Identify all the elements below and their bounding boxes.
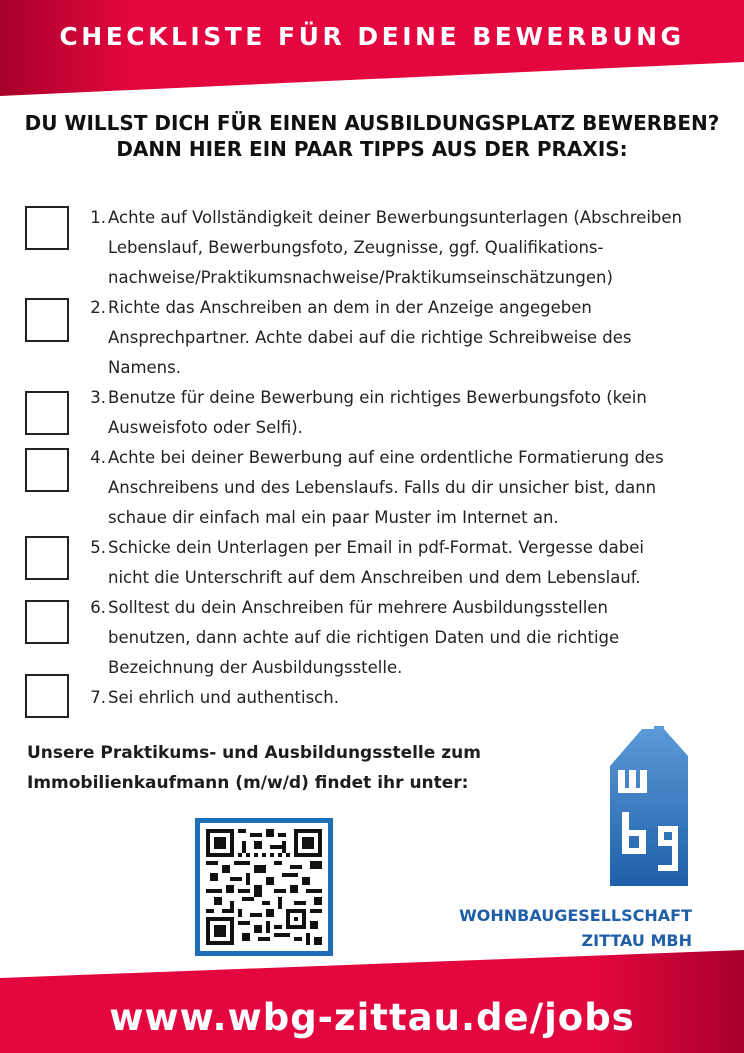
wbg-house-logo-icon bbox=[600, 726, 695, 891]
qr-code-icon bbox=[206, 829, 322, 945]
header-title: CHECKLISTE FÜR DEINE BEWERBUNG bbox=[59, 22, 685, 51]
item-line: Solltest du dein Anschreiben für mehrere Ausbildungsstellen bbox=[108, 598, 608, 617]
checkbox-5[interactable] bbox=[25, 536, 69, 580]
item-line: Ausweisfoto oder Selfi). bbox=[108, 418, 303, 437]
item-line: nicht die Unterschrift auf dem Anschreiben und dem Lebenslauf. bbox=[108, 568, 641, 587]
headline bbox=[0, 110, 744, 162]
checkbox-6[interactable] bbox=[25, 600, 69, 644]
item-line: Bezeichnung der Ausbildungsstelle. bbox=[108, 658, 403, 677]
item-line: Ansprechpartner. Achte dabei auf die richtige Schreibweise des bbox=[108, 328, 632, 347]
item-line: Schicke dein Unterlagen per Email in pdf-Format. Vergesse dabei bbox=[108, 538, 644, 557]
checkbox-1[interactable] bbox=[25, 206, 69, 250]
company-name-line-1: WOHNBAUGESELLSCHAFT bbox=[459, 906, 692, 925]
item-text bbox=[108, 593, 738, 683]
item-text bbox=[108, 533, 738, 593]
item-number: 4. bbox=[90, 448, 106, 467]
training-info-line-2: Immobilienkaufmann (m/w/d) findet ihr unter: bbox=[27, 773, 469, 793]
jobs-url-link[interactable]: www.wbg-zittau.de/jobs bbox=[109, 996, 635, 1039]
item-number: 2. bbox=[90, 298, 106, 317]
item-number: 1. bbox=[90, 208, 106, 227]
item-text bbox=[108, 203, 738, 293]
item-line: Lebenslauf, Bewerbungsfoto, Zeugnisse, ggf. Qualifikations- bbox=[108, 238, 604, 257]
item-text bbox=[108, 683, 738, 713]
item-line: Achte auf Vollständigkeit deiner Bewerbungsunterlagen (Abschreiben bbox=[108, 208, 682, 227]
checkbox-2[interactable] bbox=[25, 298, 69, 342]
item-number: 5. bbox=[90, 538, 106, 557]
checkbox-4[interactable] bbox=[25, 448, 69, 492]
headline-line-2: DANN HIER EIN PAAR TIPPS AUS DER PRAXIS: bbox=[116, 137, 628, 161]
item-line: schaue dir einfach mal ein paar Muster im Internet an. bbox=[108, 508, 559, 527]
item-line: Achte bei deiner Bewerbung auf eine ordentliche Formatierung des bbox=[108, 448, 664, 467]
checkbox-7[interactable] bbox=[25, 674, 69, 718]
item-line: Namens. bbox=[108, 358, 181, 377]
training-info-line-1: Unsere Praktikums- und Ausbildungsstelle zum bbox=[27, 743, 481, 763]
item-line: Richte das Anschreiben an dem in der Anzeige angegeben bbox=[108, 298, 592, 317]
training-info bbox=[27, 738, 547, 798]
item-line: nachweise/Praktikumsnachweise/Praktikumseinschätzungen) bbox=[108, 268, 613, 287]
item-text bbox=[108, 293, 738, 383]
checkbox-3[interactable] bbox=[25, 391, 69, 435]
item-line: Sei ehrlich und authentisch. bbox=[108, 688, 339, 707]
item-line: Benutze für deine Bewerbung ein richtiges Bewerbungsfoto (kein bbox=[108, 388, 647, 407]
item-line: benutzen, dann achte auf die richtigen Daten und die richtige bbox=[108, 628, 620, 647]
item-number: 3. bbox=[90, 388, 106, 407]
item-number: 6. bbox=[90, 598, 106, 617]
headline-line-1: DU WILLST DICH FÜR EINEN AUSBILDUNGSPLATZ BEWERBEN? bbox=[24, 111, 720, 135]
item-line: Anschreibens und des Lebenslaufs. Falls du dir unsicher bist, dann bbox=[108, 478, 657, 497]
item-text bbox=[108, 383, 738, 443]
company-name-line-2: ZITTAU MBH bbox=[581, 931, 692, 950]
qr-code[interactable] bbox=[195, 818, 333, 956]
item-text bbox=[108, 443, 738, 533]
company-name bbox=[430, 903, 692, 953]
item-number: 7. bbox=[90, 688, 106, 707]
